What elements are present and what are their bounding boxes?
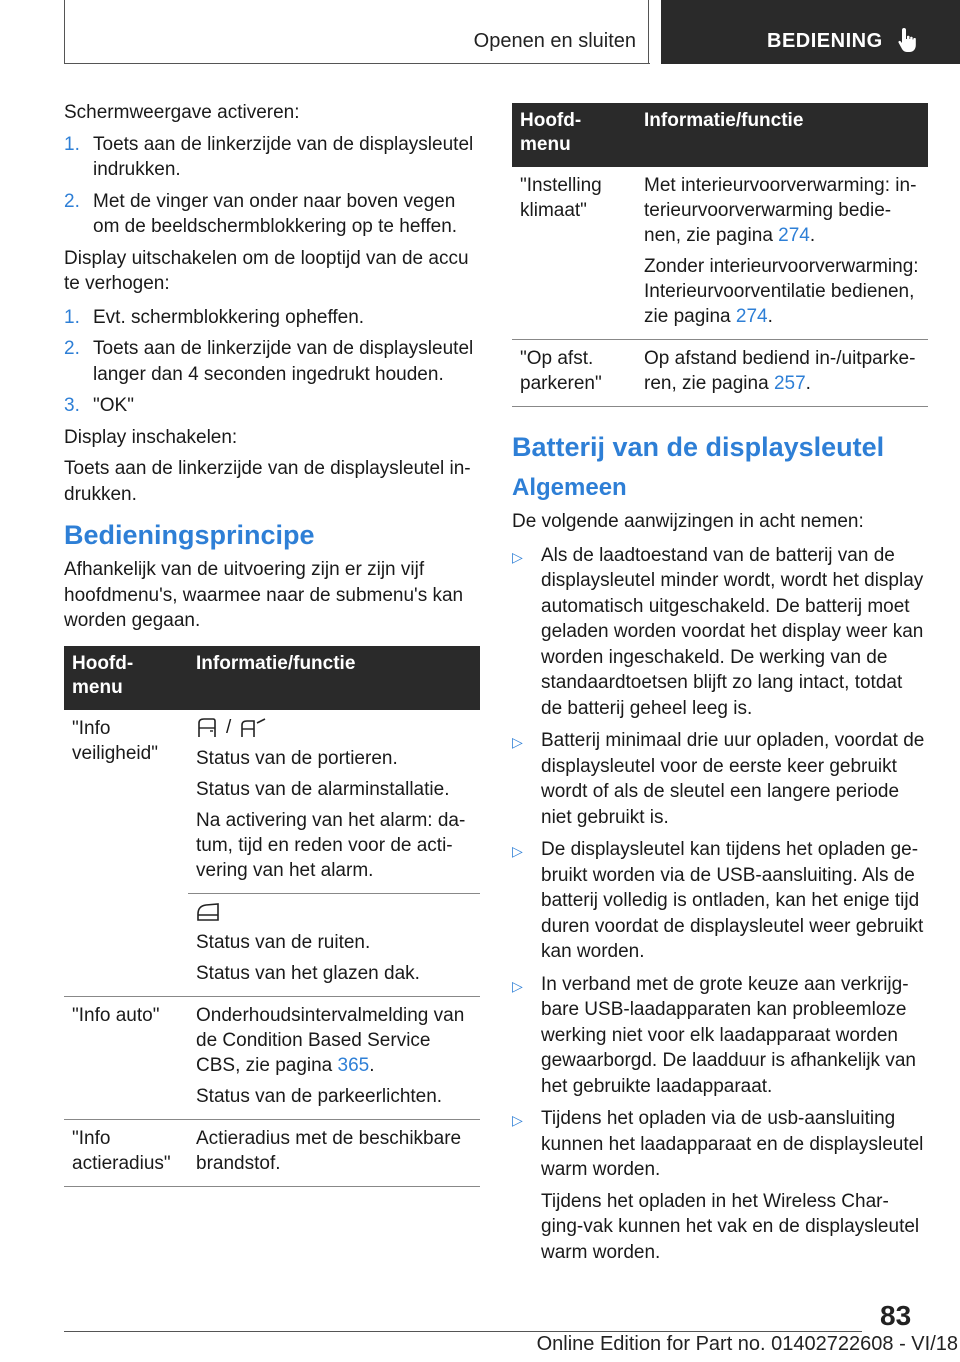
bullet-body xyxy=(541,1106,928,1271)
window-icons xyxy=(196,900,472,924)
table-row xyxy=(512,167,928,340)
table-header-row xyxy=(512,103,928,167)
step-text: Evt. schermblokkering opheffen. xyxy=(93,306,365,328)
parking-lights-status: Status van de parkeerlichten. xyxy=(196,1085,443,1107)
column-header: Informatie/functie xyxy=(636,103,928,167)
window-status: Status van de ruiten. xyxy=(196,931,371,953)
without-heating: Zonder interieurvoorverwarming: Interieurvoorventilatie bedienen, zie pagina 274. xyxy=(644,256,919,327)
function-cell: Actieradius met de beschikbare brandstof. xyxy=(188,1119,480,1186)
display-off-intro: Display uitschakelen om de looptijd van de accu te verhogen: xyxy=(64,247,469,294)
alarm-activation: Na activering van het alarm: da- tum, tijd en reden voor de acti- vering van het alarm. xyxy=(196,809,466,881)
function-cell xyxy=(188,710,480,894)
alarm-status: Status van de alarminstallatie. xyxy=(196,778,450,800)
page-number: 83 xyxy=(880,1300,912,1331)
bullet-text: Als de laadtoestand van de batterij van de displaysleutel minder wordt, wordt het display automatisch uitgeschakeld. De batterij moet geladen worden voordat het display weer kan worden ingeschakeld. De werking van de standaardtoetsen blijft zo lang intact, totdat de batterij geheel leeg is. xyxy=(541,544,924,719)
column-header: Informatie/functie xyxy=(188,646,480,710)
step-number: 3. xyxy=(64,395,80,416)
with-heating-text: Met interieurvoorverwarming: in- terieurvoorverwarming bedie- nen, zie pagina xyxy=(644,175,917,246)
bullet-triangle-icon: ▷ xyxy=(512,843,523,859)
step-number: 2. xyxy=(64,190,80,212)
list-item xyxy=(64,305,480,331)
table-row xyxy=(64,1119,480,1186)
table-row xyxy=(512,340,928,407)
page-link[interactable]: 274 xyxy=(735,306,768,327)
step-text: Toets aan de linkerzijde van de displaysleutel langer dan 4 seconden ingedrukt houden. xyxy=(93,338,474,385)
list-item xyxy=(512,728,928,830)
header-bottom-rule xyxy=(64,63,650,64)
table-row xyxy=(64,996,480,1119)
header-chapter-tab xyxy=(661,0,960,64)
list-item xyxy=(512,1106,928,1271)
function-cell xyxy=(636,167,928,340)
remote-parking-info: Op afstand bediend in-/uitparke- ren, zie pagina 257. xyxy=(644,348,916,394)
without-heating-text: Zonder interieurvoorverwarming: Interieurvoorventilatie bedienen, zie pagina xyxy=(644,256,919,327)
function-cell xyxy=(636,340,928,407)
bullet-triangle-icon: ▷ xyxy=(512,977,523,994)
notes-intro: De volgende aanwijzingen in acht nemen: xyxy=(512,511,864,532)
page-link[interactable]: 274 xyxy=(778,225,810,246)
header-section-title: Openen en sluiten xyxy=(473,30,636,52)
table-row xyxy=(64,710,480,894)
table-header-row xyxy=(64,646,480,710)
bullet-triangle-icon: ▷ xyxy=(512,734,523,750)
chapter-tab-label: BEDIENING xyxy=(767,30,883,52)
function-cell xyxy=(188,996,480,1119)
with-heating: Met interieurvoorverwarming: in- terieurvoorverwarming bedie- nen, zie pagina 274. xyxy=(644,175,917,246)
pointing-hand-icon xyxy=(896,26,920,54)
list-item xyxy=(64,189,480,240)
list-item xyxy=(64,132,480,183)
page-link[interactable]: 257 xyxy=(773,373,806,394)
right-column xyxy=(512,103,928,1278)
list-item xyxy=(512,543,928,722)
section-heading: Bedieningsprincipe xyxy=(64,520,315,550)
left-column xyxy=(64,100,480,1197)
step-text: Toets aan de linkerzijde van de displaysleutel indrukken. xyxy=(93,133,474,180)
step-text: "OK" xyxy=(93,395,134,416)
bullet-text: De displaysleutel kan tijdens het opladen ge- bruikt worden via de USB-aansluiting. Als de batterij volledig is ontladen, kan het enige tijd duren voordat de displaysleutel weer gebruikt kan worden. xyxy=(541,839,924,962)
bullet-text: In verband met de grote keuze aan verkrijg- bare USB-laadapparaten kan probleemloze werking niet voor elk laadapparaat worden gewaarborgd. De laadduur is afhankelijk van het gebruikte laadapparaat. xyxy=(541,973,916,1097)
step-text: Met de vinger van onder naar boven vegen om de beeldschermblokkering op te heffen. xyxy=(93,190,458,237)
list-item xyxy=(512,972,928,1100)
door-icons xyxy=(196,716,472,740)
cbs-text: Onderhoudsintervalmelding van de Condition Based Service CBS, zie pagina xyxy=(196,1004,465,1076)
list-item xyxy=(64,336,480,387)
header-left-rule xyxy=(64,0,65,64)
section-heading: Batterij van de displaysleutel xyxy=(512,432,885,462)
column-header: Hoofd- menu xyxy=(64,646,188,710)
bullet-extra-text: Tijdens het opladen in het Wireless Char- ging-vak kunnen het vak en de displaysleutel warm worden. xyxy=(541,1190,920,1263)
main-menu-table xyxy=(64,646,480,1187)
footer-edition: Online Edition for Part no. 01402722608 - VI/18 xyxy=(536,1333,958,1355)
window-icon xyxy=(196,902,220,922)
sub-heading: Algemeen xyxy=(512,474,627,501)
function-cell xyxy=(188,893,480,996)
main-menu-table-continued xyxy=(512,103,928,407)
bullet-triangle-icon: ▷ xyxy=(512,1112,523,1128)
bullet-text: Batterij minimaal drie uur opladen, voordat de displaysleutel voor de eerste keer gebruikt wordt of als de sleutel een langere periode niet gebruikt is. xyxy=(541,730,925,828)
remote-parking-text: Op afstand bediend in-/uitparke- ren, zie pagina xyxy=(644,348,916,394)
menu-name-cell: "Instelling klimaat" xyxy=(512,167,636,340)
bullet-triangle-icon: ▷ xyxy=(512,548,523,565)
bullet-text: Tijdens het opladen via de usb-aansluiting kunnen het laadapparaat en de displaysleutel warm worden. xyxy=(541,1108,924,1180)
page-link[interactable]: 365 xyxy=(337,1054,370,1076)
step-number: 2. xyxy=(64,338,80,359)
menu-name-cell: "Info auto" xyxy=(64,996,188,1119)
door-status: Status van de portieren. xyxy=(196,747,398,769)
door-closed-icon xyxy=(196,717,218,739)
activate-intro: Schermweergave activeren: xyxy=(64,102,300,123)
list-item xyxy=(512,837,928,965)
icon-separator: / xyxy=(226,717,232,738)
footer-rule xyxy=(64,1331,862,1332)
menu-name-cell: "Op afst. parkeren" xyxy=(512,340,636,407)
step-number: 1. xyxy=(64,306,80,328)
roof-status: Status van het glazen dak. xyxy=(196,962,420,984)
cbs-info: Onderhoudsintervalmelding van de Condition Based Service CBS, zie pagina 365. xyxy=(196,1004,465,1076)
header-divider xyxy=(648,0,649,64)
display-on-intro: Display inschakelen: xyxy=(64,426,238,448)
step-number: 1. xyxy=(64,133,80,155)
menu-name-cell: "Info veiligheid" xyxy=(64,710,188,997)
door-open-icon xyxy=(239,717,269,739)
principle-text: Afhankelijk van de uitvoering zijn er zijn vijf hoofdmenu's, waarmee naar de submenu's kan worden gegaan. xyxy=(64,559,464,631)
column-header: Hoofd- menu xyxy=(512,103,636,167)
menu-name-cell: "Info actieradius" xyxy=(64,1119,188,1186)
list-item xyxy=(64,393,480,419)
display-on-text: Toets aan de linkerzijde van de displaysleutel in- drukken. xyxy=(64,458,471,505)
